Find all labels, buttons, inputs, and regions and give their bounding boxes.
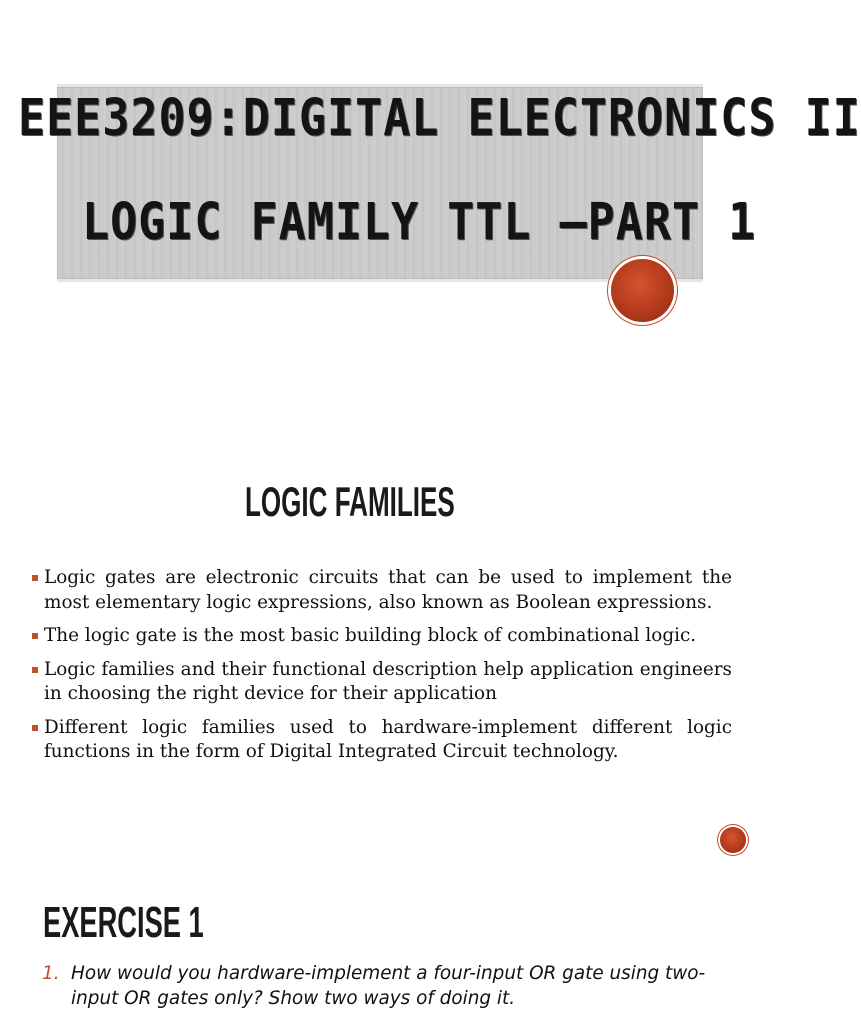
square-bullet-icon [32,575,38,581]
bullet-text: Different logic families used to hardware-implement different logic functions in the form of Digital Integrated Circuit technology. [44,716,732,762]
course-title: EEE3209:DIGITAL ELECTRONICS II [18,88,861,148]
slide-heading: EXERCISE 1 [43,898,204,947]
bullet-text: Logic families and their functional description help application engineers in choosing the right device for their application [44,658,732,704]
decorative-orb-icon [611,259,674,322]
square-bullet-icon [32,633,38,639]
exercise-text: How would you hardware-implement a four-input OR gate using two-input OR gates only? Show two ways of doing it. [71,963,706,1009]
list-item [32,658,732,707]
bullet-list [32,566,732,774]
square-bullet-icon [32,725,38,731]
list-item [32,624,732,649]
list-item [32,716,732,765]
decorative-orb-icon [720,827,746,853]
bullet-text: Logic gates are electronic circuits that can be used to implement the most elementary logic expressions, also known as Boolean expressions. [44,567,732,613]
exercise-list [42,962,742,1019]
slide-heading: LOGIC FAMILIES [245,478,455,525]
item-number: 1. [42,963,60,984]
bullet-text: The logic gate is the most basic building block of combinational logic. [44,625,697,646]
lecture-title: LOGIC FAMILY TTL –PART 1 [82,192,757,252]
list-item [42,962,742,1011]
list-item [32,566,732,615]
square-bullet-icon [32,667,38,673]
